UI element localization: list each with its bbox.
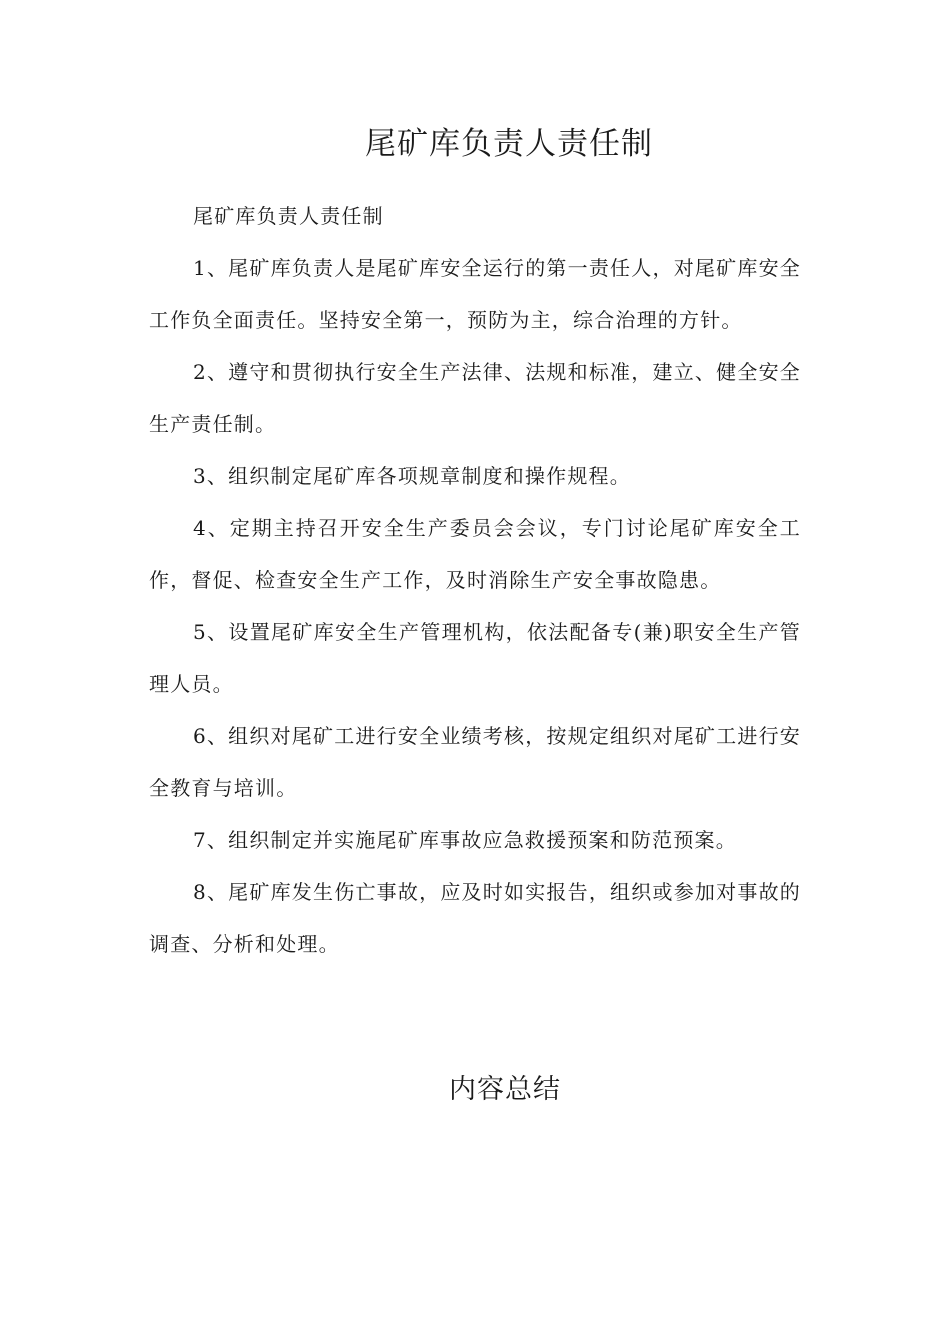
paragraph-6: 6、组织对尾矿工进行安全业绩考核，按规定组织对尾矿工进行安全教育与培训。	[149, 724, 801, 800]
paragraph-8: 8、尾矿库发生伤亡事故，应及时如实报告，组织或参加对事故的调查、分析和处理。	[149, 880, 801, 956]
paragraph-3: 3、组织制定尾矿库各项规章制度和操作规程。	[193, 464, 631, 488]
paragraph-7: 7、组织制定并实施尾矿库事故应急救援预案和防范预案。	[193, 828, 737, 852]
document-body	[149, 190, 801, 970]
document-title: 尾矿库负责人责任制	[365, 126, 653, 162]
paragraph-2: 2、遵守和贯彻执行安全生产法律、法规和标准，建立、健全安全生产责任制。	[149, 360, 801, 436]
paragraph-5: 5、设置尾矿库安全生产管理机构，依法配备专(兼)职安全生产管理人员。	[149, 620, 801, 696]
paragraph-1: 1、尾矿库负责人是尾矿库安全运行的第一责任人，对尾矿库安全工作负全面责任。坚持安全第一，预防为主，综合治理的方针。	[149, 256, 801, 332]
paragraph-4: 4、定期主持召开安全生产委员会会议，专门讨论尾矿库安全工作，督促、检查安全生产工作，及时消除生产安全事故隐患。	[149, 516, 801, 592]
document-subtitle: 尾矿库负责人责任制	[193, 204, 384, 228]
summary-heading: 内容总结	[449, 1074, 561, 1105]
